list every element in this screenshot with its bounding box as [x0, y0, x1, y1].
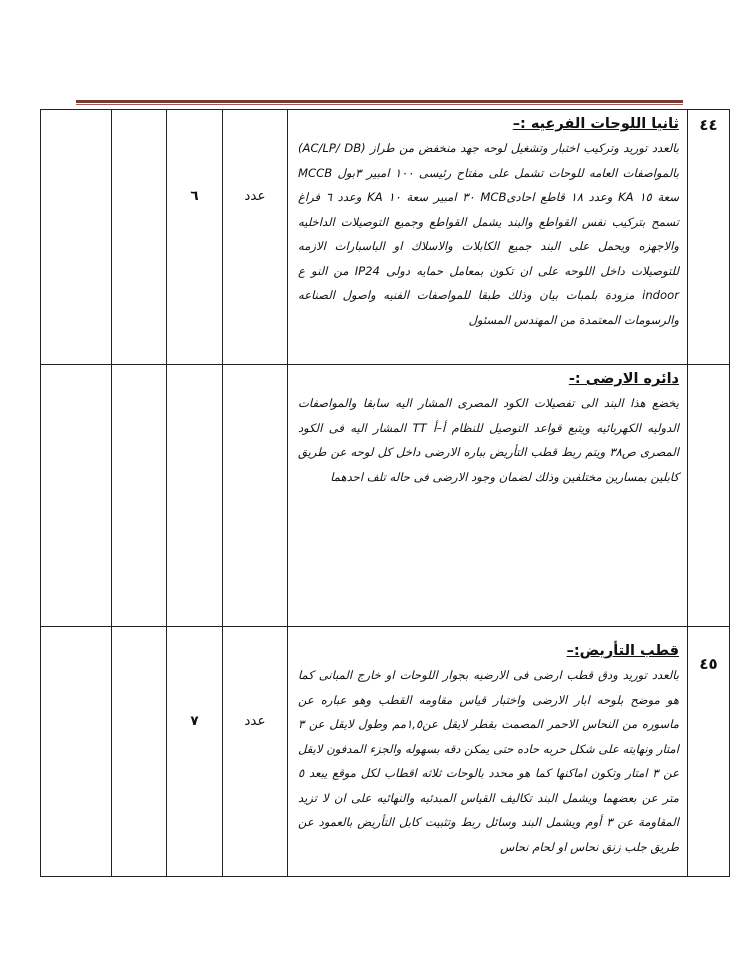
table-row: [41, 110, 730, 365]
item-heading: قطب التأريض:–: [566, 643, 679, 659]
unit-value: عدد: [244, 188, 266, 204]
item-number-cell: [688, 365, 730, 627]
header-rule-thin: [76, 104, 683, 105]
quantity-value: ٦: [190, 188, 199, 204]
item-number: ٤٥: [699, 655, 718, 673]
quantity-value: ٧: [190, 713, 199, 729]
table-row: [41, 365, 730, 627]
unit-cell: [223, 365, 288, 627]
item-number: ٤٤: [699, 116, 718, 134]
table-row: [41, 627, 730, 877]
item-heading: ثانيا اللوحات الفرعيه :–: [512, 116, 679, 132]
unit-cell: [223, 627, 288, 877]
item-description: يخضع هذا البند الى تفصيلات الكود المصرى المشار اليه سابقا والمواصفات الدوليه الكهربائيه ويتبع قواعد التوصيل للنظام أ–أ TT المشار اليه فى الكود المصرى ص٣٨ ويتم ربط قطب التأريض بباره الارضى داخل كل لوحه عن طريق كابلين بمسارين مختلفين وذلك لضمان وجود الارضى فى حاله تلف احدهما: [298, 396, 680, 484]
quantity-cell: [167, 110, 223, 365]
item-description: بالعدد توريد ودق قطب ارضى فى الارضيه بجوار اللوحات او خارج المبانى كما هو موضح بلوحه ابار الارضى واختبار قياس مقاومه القطب وهو عباره عن ماسوره من النحاس الاحمر المصمت بقطر لايقل عن١,٥مم وطول لايقل عن ٣ امتار ونهايته على شكل حربه حاده حتى يمكن دقه بسهوله والجزء المدفون لايقل عن ٣ امتار وتكون اماكنها كما هو محدد بالوحات ثلاثه اقطاب لكل موقع يبعد ٥ متر عن بعضهما ويشمل البند تكاليف القياس المبدئيه والنهائيه على ان لا تزيد المقاومة عن ٣ أوم ويشمل البند وسائل ربط وتثبيت كابل التأريض بالعمود عن طريق جلب زنق نحاس او لحام نحاس: [298, 668, 679, 854]
description-cell: [288, 110, 688, 365]
unit-value: عدد: [244, 713, 266, 729]
quantity-cell: [167, 365, 223, 627]
total-cell: [41, 365, 112, 627]
unit-price-cell: [112, 627, 167, 877]
unit-cell: [223, 110, 288, 365]
header-rule: [76, 100, 683, 103]
item-number: [688, 365, 729, 371]
item-number-cell: [688, 627, 730, 877]
quantity-cell: [167, 627, 223, 877]
item-description: بالعدد توريد وتركيب اختبار وتشغيل لوحه جهد منخفض من طراز (AC/LP/ DB) بالمواصفات العامه للوحات تشمل على مفتاح رئيسى ١٠٠ امبير ٣بول MCCB سعة ١٥ KA وعدد ١٨ قاطع احادىMCB ٣٠ امبير سعة ١٠ KA وعدد ٦ فراغ تسمح بتركيب نفس القواطع والبند يشمل القواطع وجميع التوصيلات الداخليه والاجهزه ويحمل على البند جميع الكابلات والاسلاك او الباسبارات الازمه للتوصيلات داخل اللوحه على ان تكون بمعامل حمايه دولى IP24 من النو ع indoor مزودة بلمبات بيان وذلك طبقا للمواصفات الفنيه واصول الصناعه والرسومات المعتمدة من المهندس المسئول: [298, 141, 680, 327]
total-cell: [41, 110, 112, 365]
item-heading: دائره الارضى :-: [568, 371, 679, 387]
description-cell: [288, 365, 688, 627]
bill-of-quantities-table: [40, 109, 730, 877]
item-number-cell: [688, 110, 730, 365]
total-cell: [41, 627, 112, 877]
description-cell: [288, 627, 688, 877]
unit-price-cell: [112, 365, 167, 627]
unit-price-cell: [112, 110, 167, 365]
